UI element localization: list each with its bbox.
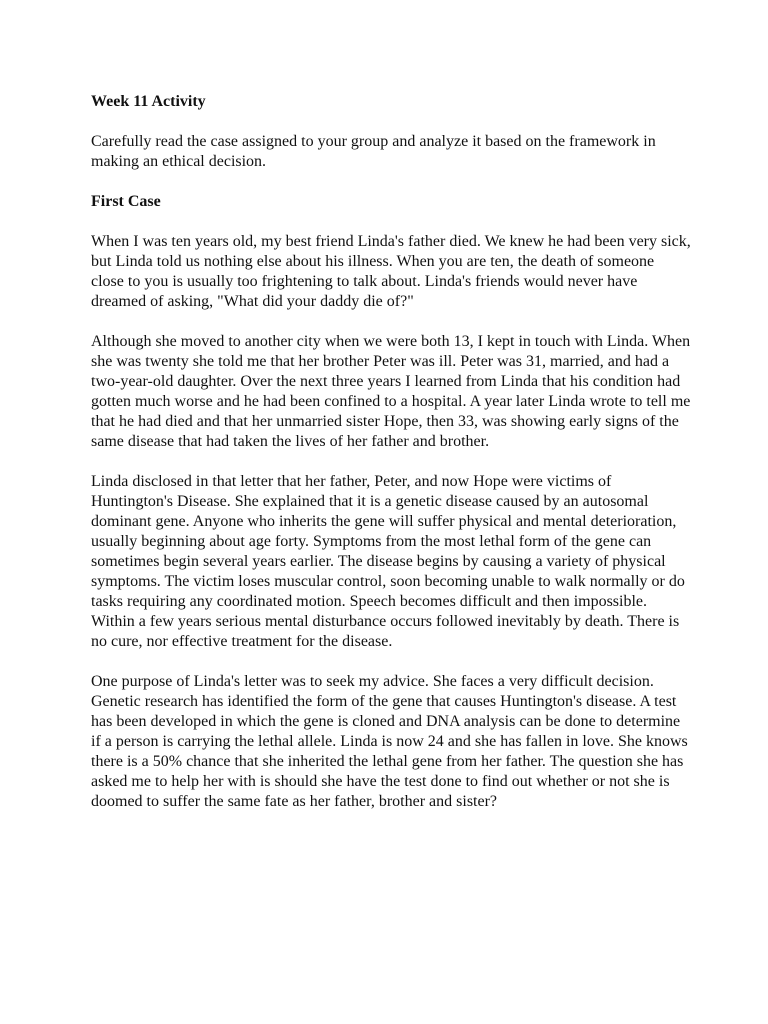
document-title: Week 11 Activity <box>91 93 206 110</box>
body-paragraph-3: Linda disclosed in that letter that her father, Peter, and now Hope were victims of Huntington's Disease. She explained that it is a genetic disease caused by an autosomal dominant gene. Anyone who inherits the gene will suffer physical and mental deterioration, usually beginning about age forty. Symptoms from the most lethal form of the gene can sometimes begin several years earlier. The disease begins by causing a variety of physical symptoms. The victim loses muscular control, soon becoming unable to walk normally or do tasks requiring any coordinated motion. Speech becomes difficult and then impossible. Within a few years serious mental disturbance occurs followed inevitably by death. There is no cure, nor effective treatment for the disease. <box>91 473 685 650</box>
document-page <box>91 92 691 832</box>
body-paragraph-1: When I was ten years old, my best friend Linda's father died. We knew he had been very sick, but Linda told us nothing else about his illness. When you are ten, the death of someone close to you is usually too frightening to talk about. Linda's friends would never have dreamed of asking, "What did your daddy die of?" <box>91 233 691 310</box>
body-paragraph-2: Although she moved to another city when we were both 13, I kept in touch with Linda. When she was twenty she told me that her brother Peter was ill. Peter was 31, married, and had a two-year-old daughter. Over the next three years I learned from Linda that his condition had gotten much worse and he had been confined to a hospital. A year later Linda wrote to tell me that he had died and that her unmarried sister Hope, then 33, was showing early signs of the same disease that had taken the lives of her father and brother. <box>91 333 691 450</box>
body-paragraph-4: One purpose of Linda's letter was to seek my advice. She faces a very difficult decision. Genetic research has identified the form of the gene that causes Huntington's disease. A test has been developed in which the gene is cloned and DNA analysis can be done to determine if a person is carrying the lethal allele. Linda is now 24 and she has fallen in love. She knows there is a 50% chance that she inherited the lethal gene from her father. The question she has asked me to help her with is should she have the test done to find out whether or not she is doomed to suffer the same fate as her father, brother and sister? <box>91 673 688 810</box>
intro-paragraph: Carefully read the case assigned to your group and analyze it based on the framework in making an ethical decision. <box>91 133 656 170</box>
section-heading: First Case <box>91 193 161 210</box>
